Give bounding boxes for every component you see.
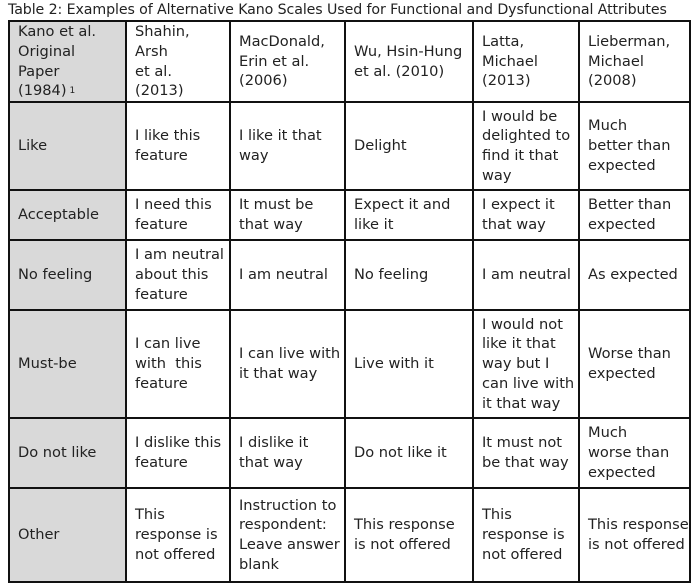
cell-line: response is — [482, 526, 565, 544]
header-latta — [473, 21, 579, 102]
table-cell — [345, 190, 473, 240]
cell-line: I am neutral — [482, 266, 571, 284]
cell-line: No feeling — [354, 266, 429, 284]
cell-line: that way — [239, 454, 303, 472]
cell-line: I can live with — [239, 345, 341, 363]
header-line: Michael — [588, 52, 644, 70]
table-cell — [579, 418, 690, 488]
header-line: et al. (2013) — [135, 62, 184, 100]
header-line: (2006) — [239, 72, 288, 90]
cell-line: way — [239, 147, 269, 165]
table-row — [9, 488, 690, 582]
cell-line: It must not — [482, 434, 562, 452]
header-line: Lieberman, — [588, 32, 671, 50]
table-cell — [579, 310, 690, 418]
cell-line: This — [482, 506, 512, 524]
table-cell — [126, 310, 230, 418]
footnote-marker: 1 — [69, 86, 76, 97]
cell-line: Worse than — [588, 345, 671, 363]
cell-line: respondent: — [239, 516, 327, 534]
table-cell — [230, 190, 345, 240]
row-label: No feeling — [9, 240, 126, 310]
cell-line: expected — [588, 216, 656, 234]
cell-line: be that way — [482, 454, 569, 472]
cell-line: find it that — [482, 147, 559, 165]
cell-line: feature — [135, 454, 188, 472]
table-caption: Table 2: Examples of Alternative Kano Scales Used for Functional and Dysfunctional Attributes — [8, 2, 667, 18]
row-label: Like — [9, 102, 126, 190]
table-cell — [579, 190, 690, 240]
cell-line: Much — [588, 117, 628, 135]
cell-line: Live with it — [354, 355, 434, 373]
cell-line: like it that — [482, 335, 556, 353]
cell-line: is not offered — [354, 536, 451, 554]
cell-line: Delight — [354, 137, 407, 155]
header-macdonald — [230, 21, 345, 102]
cell-line: blank — [239, 555, 279, 573]
cell-line: not offered — [482, 546, 563, 564]
header-row — [9, 21, 690, 102]
table-cell — [345, 488, 473, 582]
cell-line: I can live — [135, 335, 201, 353]
cell-line: with this — [135, 355, 202, 373]
cell-line: Expect it and — [354, 196, 451, 214]
header-lieberman — [579, 21, 690, 102]
row-label: Other — [9, 488, 126, 582]
table-cell — [345, 240, 473, 310]
cell-line: Leave answer — [239, 536, 340, 554]
kano-scales-table — [8, 20, 691, 583]
cell-line: like it — [354, 216, 394, 234]
table-row — [9, 102, 690, 190]
table-cell — [579, 102, 690, 190]
cell-line: I would not — [482, 315, 563, 333]
header-line: (2008) — [588, 72, 637, 90]
table-cell — [473, 418, 579, 488]
table-cell — [345, 102, 473, 190]
table-row — [9, 240, 690, 310]
cell-line: Much — [588, 424, 628, 442]
header-line: et al. (2010) — [354, 62, 445, 80]
cell-line: can live with — [482, 375, 575, 393]
cell-line: about this — [135, 266, 209, 284]
table-cell — [473, 488, 579, 582]
cell-line: not offered — [135, 546, 216, 564]
cell-line: I expect it — [482, 196, 555, 214]
header-line: Shahin, Arsh — [135, 23, 190, 60]
table-row — [9, 418, 690, 488]
cell-line: better than — [588, 137, 671, 155]
table-cell — [126, 190, 230, 240]
cell-line: I am neutral — [239, 266, 328, 284]
cell-line: I need this — [135, 196, 212, 214]
cell-line: This response — [354, 516, 455, 534]
cell-line: This — [135, 506, 165, 524]
cell-line: worse than — [588, 444, 670, 462]
header-line: MacDonald, — [239, 32, 325, 50]
table-cell — [126, 488, 230, 582]
table-cell — [230, 240, 345, 310]
cell-line: that way — [239, 216, 303, 234]
header-line: Original Paper — [18, 42, 76, 80]
header-kano-original — [9, 21, 126, 102]
header-wu — [345, 21, 473, 102]
cell-line: way — [482, 166, 512, 184]
cell-line: It must be — [239, 196, 314, 214]
table-cell — [579, 488, 690, 582]
table-cell — [473, 310, 579, 418]
header-line: Kano et al. — [18, 23, 97, 40]
table-cell — [473, 102, 579, 190]
table-cell — [345, 418, 473, 488]
header-line: Wu, Hsin-Hung — [354, 42, 463, 60]
cell-line: response is — [135, 526, 218, 544]
table-cell — [579, 240, 690, 310]
cell-line: I am neutral — [135, 246, 224, 264]
header-line: Michael — [482, 52, 538, 70]
cell-line: that way — [482, 216, 546, 234]
cell-line: it that way — [482, 394, 561, 412]
cell-line: This response — [588, 516, 689, 534]
cell-line: way but I — [482, 355, 550, 373]
header-line: (2013) — [482, 72, 531, 90]
cell-line: feature — [135, 147, 188, 165]
table-cell — [230, 418, 345, 488]
cell-line: I dislike this — [135, 434, 222, 452]
row-label: Do not like — [9, 418, 126, 488]
table-cell — [230, 310, 345, 418]
table-cell — [126, 240, 230, 310]
table-row — [9, 190, 690, 240]
table-cell — [230, 102, 345, 190]
cell-line: expected — [588, 365, 656, 383]
cell-line: I would be — [482, 107, 558, 125]
table-cell — [126, 102, 230, 190]
cell-line: feature — [135, 286, 188, 304]
cell-line: is not offered — [588, 536, 685, 554]
cell-line: Instruction to — [239, 496, 337, 514]
table-cell — [126, 418, 230, 488]
cell-line: it that way — [239, 365, 318, 383]
cell-line: I dislike it — [239, 434, 309, 452]
cell-line: feature — [135, 375, 188, 393]
header-line: Erin et al. — [239, 52, 310, 70]
row-label: Must-be — [9, 310, 126, 418]
cell-line: I like this — [135, 127, 201, 145]
table-row — [9, 310, 690, 418]
cell-line: feature — [135, 216, 188, 234]
table-cell — [473, 190, 579, 240]
header-line: (1984) $^1$ — [18, 82, 76, 100]
cell-line: Better than — [588, 196, 672, 214]
cell-line: expected — [588, 157, 656, 175]
cell-line: Do not like it — [354, 444, 447, 462]
cell-line: As expected — [588, 266, 678, 284]
cell-line: expected — [588, 464, 656, 482]
cell-line: I like it that — [239, 127, 322, 145]
table-cell — [345, 310, 473, 418]
row-label: Acceptable — [9, 190, 126, 240]
header-shahin — [126, 21, 230, 102]
table-cell — [230, 488, 345, 582]
cell-line: delighted to — [482, 127, 571, 145]
header-line: Latta, — [482, 32, 525, 50]
table-cell — [473, 240, 579, 310]
